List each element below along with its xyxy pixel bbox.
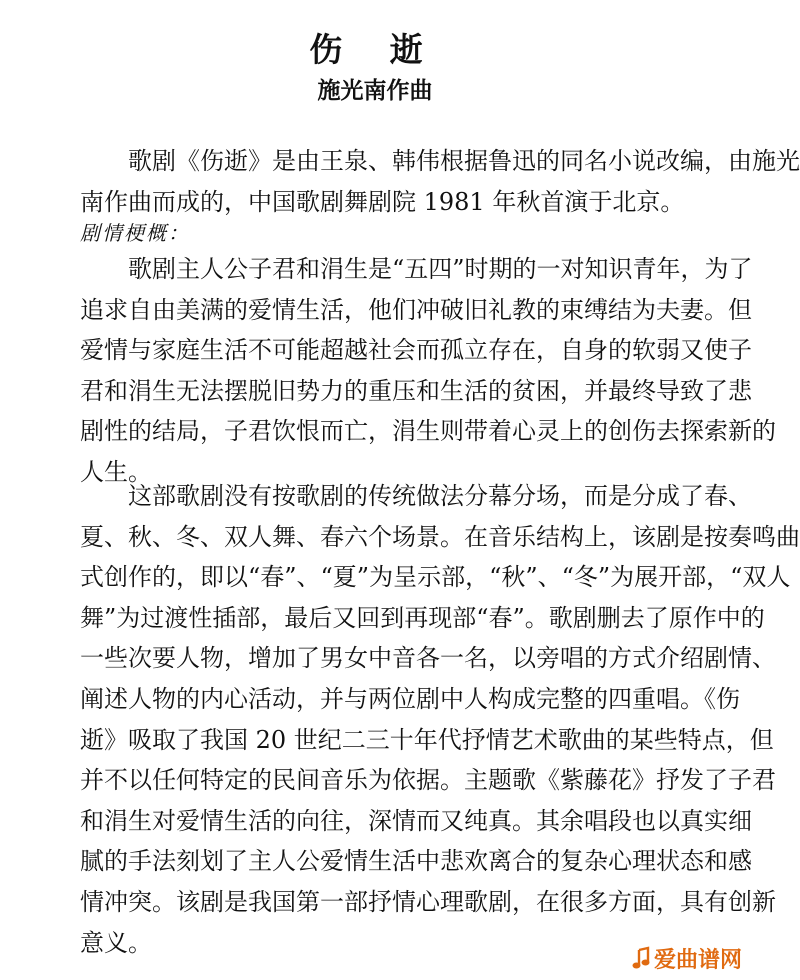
text-line: 一些次要人物，增加了男女中音各一名，以旁唱的方式介绍剧情、 <box>80 644 776 673</box>
text-line: 阐述人物的内心活动，并与两位剧中人构成完整的四重唱。《伤 <box>80 684 740 713</box>
text-line: 剧性的结局，子君饮恨而亡，涓生则带着心灵上的创伤去探索新的 <box>80 417 776 446</box>
text-line: 爱情与家庭生活不可能超越社会而孤立存在，自身的软弱又使子 <box>80 336 752 365</box>
page-title: 伤 逝 <box>309 30 441 69</box>
text-line: 歌剧《伤逝》是由王泉、韩伟根据鲁迅的同名小说改编，由施光 <box>128 147 800 175</box>
music-note-icon <box>632 948 650 970</box>
site-watermark <box>632 943 742 974</box>
text-line: 情冲突。该剧是我国第一部抒情心理歌剧，在很多方面，具有创新 <box>80 887 776 916</box>
text-line: 这部歌剧没有按歌剧的传统做法分幕分场，而是分成了春、 <box>128 482 752 510</box>
composer-subtitle: 施光南作曲 <box>317 78 433 104</box>
text-line: 君和涓生无法摆脱旧势力的重压和生活的贫困，并最终导致了悲 <box>80 376 752 405</box>
text-line: 式创作的，即以“春”、“夏”为呈示部，“秋”、“冬”为展开部，“双人 <box>80 563 791 592</box>
text-line: 腻的手法刻划了主人公爱情生活中悲欢离合的复杂心理状态和感 <box>80 847 752 876</box>
text-line: 并不以任何特定的民间音乐为依据。主题歌《紫藤花》抒发了子君 <box>80 766 776 795</box>
text-line: 追求自由美满的爱情生活，他们冲破旧礼教的束缚结为夫妻。但 <box>80 295 752 324</box>
text-line: 人生。 <box>80 457 152 486</box>
text-line: 和涓生对爱情生活的向往，深情而又纯真。其余唱段也以真实细 <box>80 806 752 835</box>
intro-paragraph <box>80 141 800 222</box>
text-line: 南作曲而成的，中国歌剧舞剧院 1981 年秋首演于北京。 <box>80 187 685 216</box>
watermark-text: 爱曲谱网 <box>653 948 742 973</box>
text-line: 歌剧主人公子君和涓生是“五四”时期的一对知识青年，为了 <box>128 255 753 283</box>
text-line: 夏、秋、冬、双人舞、春六个场景。在音乐结构上，该剧是按奏鸣曲 <box>80 522 800 551</box>
synopsis-heading: 剧情梗概： <box>80 221 190 245</box>
text-line: 意义。 <box>80 928 152 957</box>
text-line: 逝》吸取了我国 20 世纪二三十年代抒情艺术歌曲的某些特点，但 <box>80 725 774 754</box>
text-line: 舞”为过渡性插部，最后又回到再现部“春”。歌剧删去了原作中的 <box>80 603 765 632</box>
synopsis-paragraph <box>80 249 776 493</box>
